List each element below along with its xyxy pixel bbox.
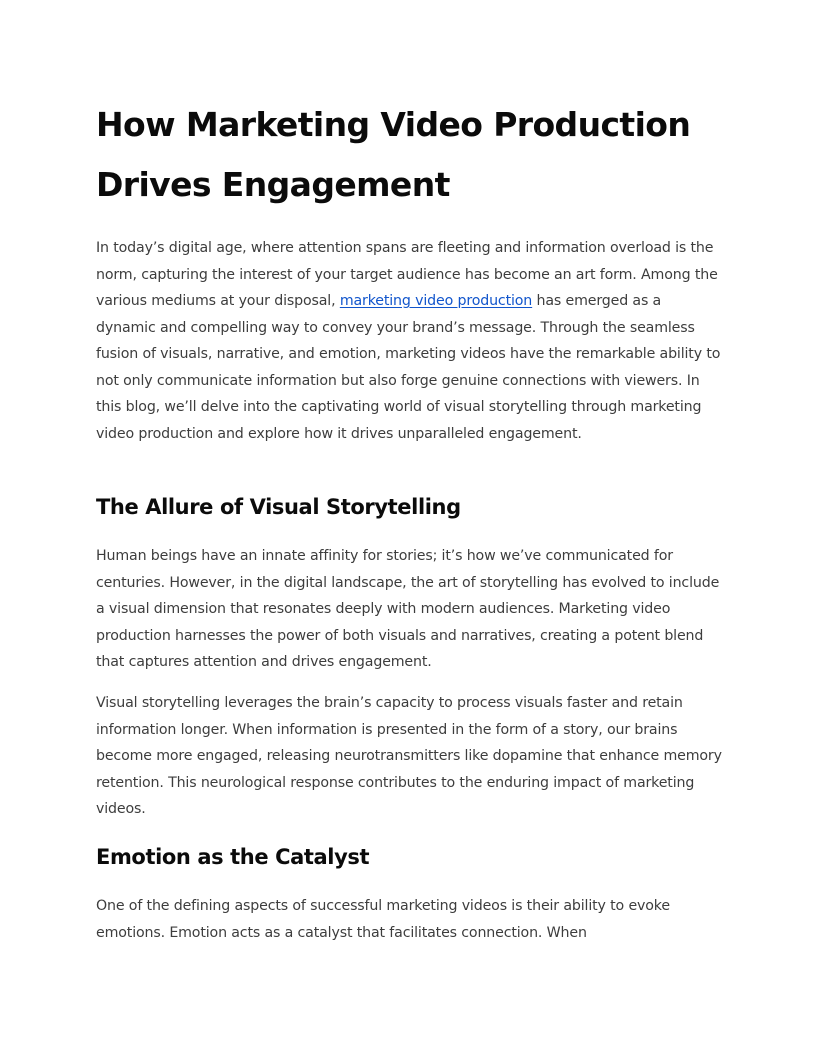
body-paragraph: Human beings have an innate affinity for stories; it’s how we’ve communicated for centuries. However, in the digital landscape, the art of storytelling has evolved to include a visual dimension that resonates deeply with modern audiences. Marketing video production harnesses the power of both visuals and narratives, creating a potent blend that captures attention and drives engagement. (96, 548, 720, 670)
article-title: How Marketing Video Production Drives Engagement (96, 105, 691, 204)
body-paragraph: One of the defining aspects of successful marketing videos is their ability to evoke emotions. Emotion acts as a catalyst that facilitates connection. When (96, 898, 670, 941)
intro-paragraph (96, 235, 722, 447)
marketing-video-production-link[interactable]: marketing video production (339, 293, 533, 309)
section-heading-visual-storytelling: The Allure of Visual Storytelling (96, 495, 461, 519)
section-heading-emotion-catalyst: Emotion as the Catalyst (96, 845, 370, 869)
intro-text-before-link: In today’s digital age, where attention spans are fleeting and information overload is the norm, capturing the interest of your target audience has become an art form. Among the various mediums at your disposal, (96, 240, 718, 309)
intro-text-after-link: has emerged as a dynamic and compelling way to convey your brand’s message. Through the seamless fusion of visuals, narrative, and emotion, marketing videos have the remarkable ability to not only communicate information but also forge genuine connections with viewers. In this blog, we’ll delve into the captivating world of visual storytelling through marketing video production and explore how it drives unparalleled engagement. (96, 293, 721, 442)
body-paragraph: Visual storytelling leverages the brain’s capacity to process visuals faster and retain information longer. When information is presented in the form of a story, our brains become more engaged, releasing neurotransmitters like dopamine that enhance memory retention. This neurological response contributes to the enduring impact of marketing videos. (96, 695, 722, 817)
